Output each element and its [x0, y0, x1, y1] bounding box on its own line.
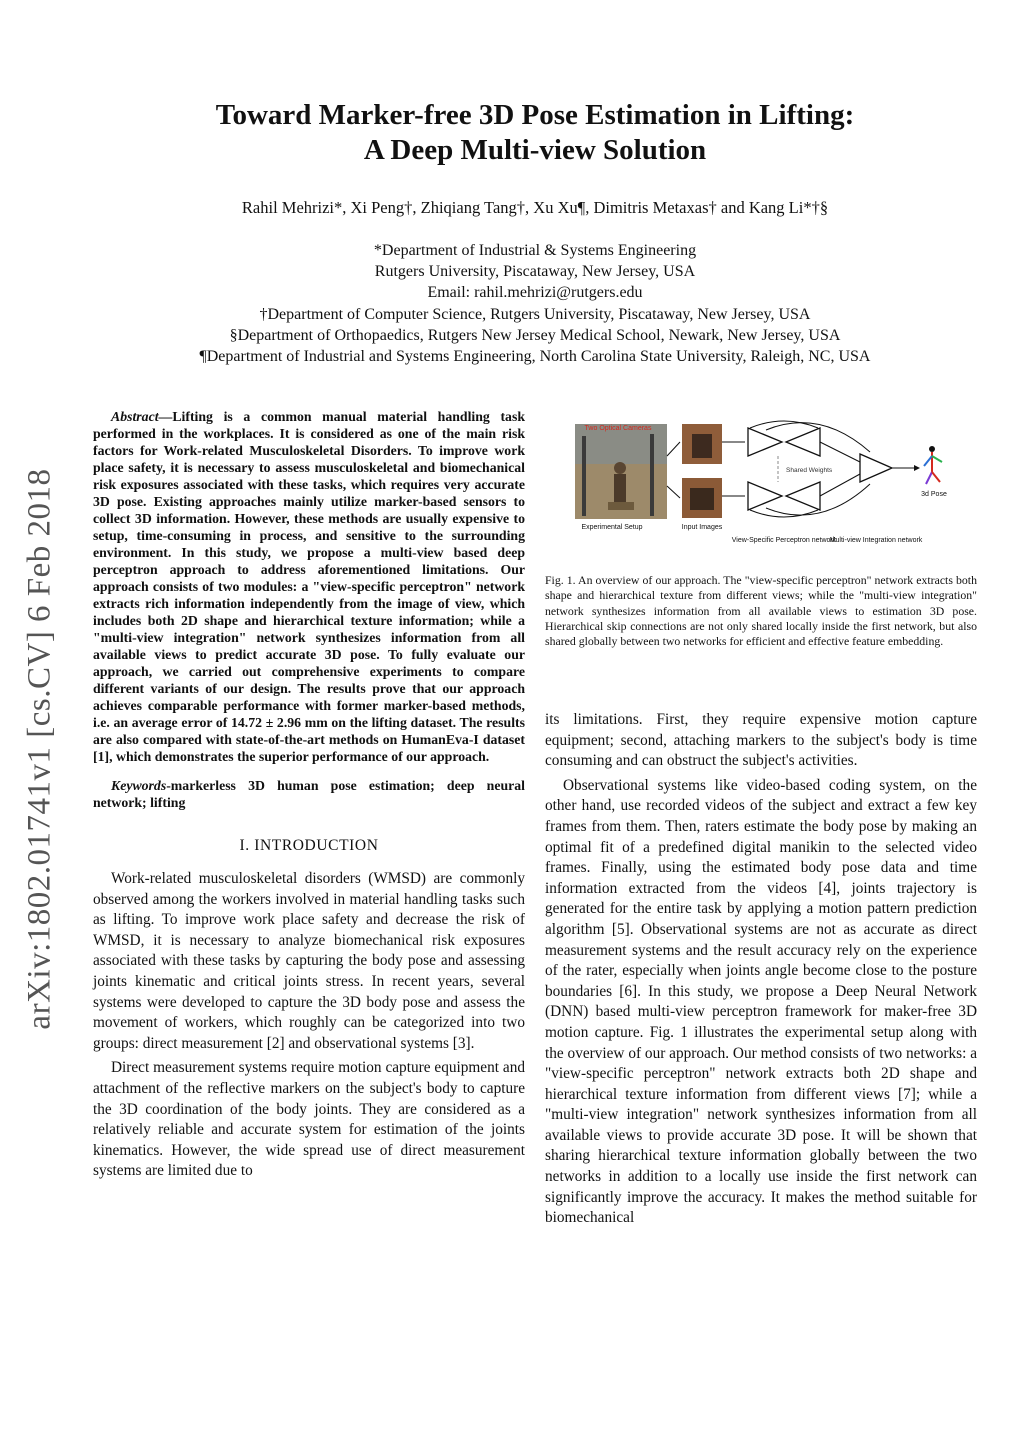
affiliation-line: Rutgers University, Piscataway, New Jersey, USA: [374, 263, 696, 281]
cameras-label: Two Optical Cameras: [584, 425, 652, 432]
keywords: [93, 777, 525, 811]
multi-view-label: Multi-view Integration network: [829, 537, 923, 544]
abstract: [93, 408, 525, 765]
encoder-top: [748, 428, 782, 456]
figure-overview: [570, 416, 970, 561]
title-line-1: Toward Marker-free 3D Pose Estimation in Lifting:: [215, 99, 855, 131]
paper-title: [150, 98, 920, 168]
pose-3d-label: 3d Pose: [921, 491, 947, 498]
setup-label: Experimental Setup: [581, 524, 643, 531]
affiliation-line: ¶Department of Industrial and Systems Engineering, North Carolina State University, Raleigh, NC, USA: [199, 348, 871, 366]
body-paragraph: Observational systems like video-based coding system, on the other hand, use recorded videos of the subject and extract a few key frames from them. Then, raters estimate the body pose by making an optimal fit of a predefined digital manikin to the selected video frames. Finally, using the estimated body pose data and time information extracted from the videos [4], joints trajectory is generated for the entire task by applying a motion pattern prediction algorithm [5]. Observational systems are not as accurate as direct measurement systems and the result accuracy rely on the experience of the rater, especially when joints angle become close to the posture boundaries [6]. In this study, we propose a Deep Neural Network (DNN) based multi-view perceptron framework for maker-free 3D motion capture. Fig. 1 illustrates the experimental setup along with the overview of our approach. Our method consists of two networks: a "view-specific perceptron" network extracts both 2D shape and hierarchical texture information from different views [7]; while a "multi-view integration" network synthesizes information from all available views to provide accurate 3D pose. It will be shown that sharing hierarchical texture information globally between the two networks in addition to a locally use inside the first network can significantly improve the accuracy. It makes the method suitable for biomechanical: [545, 776, 977, 1227]
section-heading: I. INTRODUCTION: [239, 837, 379, 854]
affiliation-line: *Department of Industrial & Systems Engineering: [373, 242, 697, 259]
title-line-2: A Deep Multi-view Solution: [363, 134, 707, 166]
affiliations: [100, 240, 970, 367]
figure-caption: Fig. 1. An overview of our approach. The "view-specific perceptron" network extracts both shape and hierarchical texture from different views; while the "multi-view integration" network synthesizes information from all available views to estimation 3D pose. Hierarchical skip connections are not only shared locally inside the first network, but also shared globally between two networks for efficient and effective feature embedding.: [545, 573, 977, 649]
author-list: Rahil Mehrizi*, Xi Peng†, Zhiqiang Tang†, Xu Xu¶, Dimitris Metaxas† and Kang Li*†§: [241, 198, 829, 217]
arxiv-identifier: arXiv:1802.01741v1 [cs.CV] 6 Feb 2018: [21, 468, 58, 1030]
keywords-text: -markerless 3D human pose estimation; deep neural network; lifting: [93, 778, 525, 810]
approach-diagram: [570, 416, 970, 561]
keywords-label: Keywords: [111, 778, 167, 793]
encoder-bottom: [748, 482, 782, 510]
pose-3d-figure: [924, 446, 942, 484]
abstract-label: Abstract: [111, 409, 159, 424]
affiliation-line: §Department of Orthopaedics, Rutgers New Jersey Medical School, Newark, New Jersey, USA: [229, 326, 841, 344]
right-column: [545, 710, 977, 1233]
body-paragraph: Direct measurement systems require motion capture equipment and attachment of the reflective markers on the subject's body to capture the 3D coordination of the body joints. They are considered as a relatively reliable and accurate system for estimation of the joints kinematics. However, the wide spread use of direct measurement systems are limited due to: [93, 1059, 525, 1180]
affiliation-line: Email: rahil.mehrizi@rutgers.edu: [427, 284, 643, 302]
affiliation-line: †Department of Computer Science, Rutgers University, Piscataway, New Jersey, USA: [259, 305, 811, 323]
integration-network: [860, 454, 892, 482]
view-specific-label: View-Specific Perceptron network: [731, 537, 837, 544]
abstract-text: —Lifting is a common manual material handling task performed in the workplaces. It is considered as one of the main risk factors for Work-related Musculoskeletal Disorders. To improve work place safety, it is necessary to assess musculoskeletal and biomechanical risk exposures associated with these tasks, which requires very accurate 3D pose. Existing approaches mainly utilize marker-based sensors to collect 3D information. However, these methods are usually expensive to setup, time-consuming in process, and sensitive to the surrounding environment. In this study, we propose a multi-view based deep perceptron approach to address aforementioned limitations. Our approach consists of two modules: a "view-specific perceptron" network extracts rich information independently from the image of view, which includes both 2D shape and hierarchical texture information; while a "multi-view integration" network synthesizes information from all available views to predict accurate 3D pose. To fully evaluate our approach, we carried out comprehensive experiments to compare different variants of our design. The results prove that our approach achieves comparable performance with former marker-based methods, i.e. an average error of 14.72 ± 2.96 mm on the lifting dataset. The results are also compared with state-of-the-art methods on HumanEva-I dataset [1], which demonstrates the superior performance of our approach.: [93, 409, 525, 764]
left-column: [93, 408, 525, 1186]
input-images-label: Input Images: [681, 524, 723, 531]
shared-weights-label: Shared Weights: [786, 467, 833, 474]
decoder-top: [786, 428, 820, 456]
decoder-bottom: [786, 482, 820, 510]
body-paragraph: its limitations. First, they require expensive motion capture equipment; second, attaching markers to the subject's body is time consuming and can obstruct the subject's activities.: [545, 711, 977, 770]
body-paragraph: Work-related musculoskeletal disorders (WMSD) are commonly observed among the workers involved in material handling tasks such as lifting. To improve work place safety and decrease the risk of WMSD, it is necessary to analyze biomechanical risk exposures associated with these tasks by capturing the body pose and assessing joints kinematic and critical joints stress. In recent years, several systems were developed to capture the 3D body pose and assess the movement of workers, which roughly can be categorized into two groups: direct measurement [2] and observational systems [3].: [93, 870, 525, 1052]
